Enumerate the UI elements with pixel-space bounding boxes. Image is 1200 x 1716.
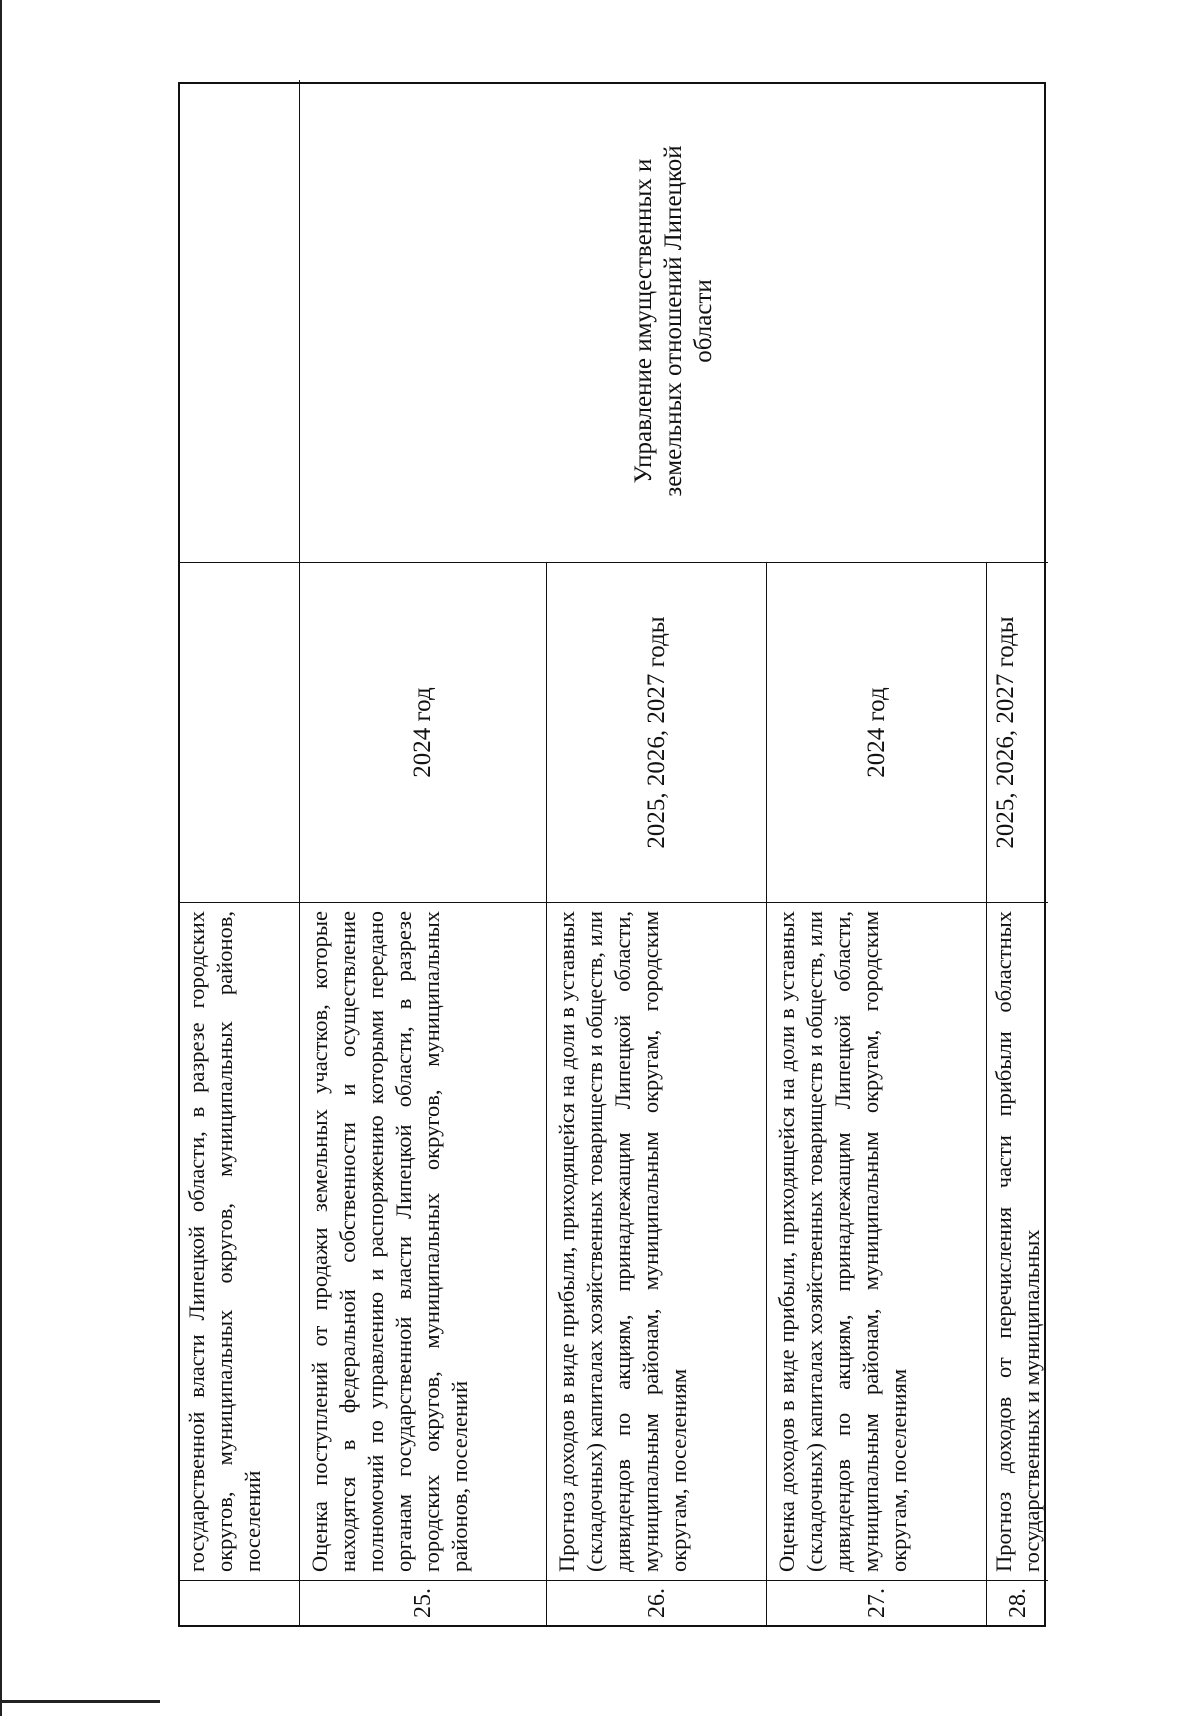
row-period: 2024 год bbox=[767, 562, 987, 902]
scan-edge-bottom bbox=[0, 1700, 160, 1703]
row-period: 2024 год bbox=[300, 562, 547, 902]
row-description: Прогноз доходов в виде прибыли, приходящейся на доли в уставных (складочных) капиталах хозяйственных товариществ и обществ, или дивидендов по акциям, принадлежащим Липецкой области, муниципальным районам, муниципальным округам, городским округам, поселениям bbox=[547, 902, 767, 1580]
row-description: государственной власти Липецкой области, в разрезе городских округов, муниципальных округов, муниципальных районов, поселений bbox=[180, 902, 300, 1580]
responsible-agency: Управление имущественных и земельных отношений Липецкой области bbox=[630, 145, 717, 497]
row-description: Оценка поступлений от продажи земельных участков, которые находятся в федеральной собственности и осуществление полномочий по управлению и распоряжению которыми передано органам государственной власти Липецкой области, в разрезе городских округов, муниципальных округов, муниципальных районов, поселений bbox=[300, 902, 547, 1580]
row-number: 26. bbox=[547, 1580, 767, 1625]
responsible-cell-top bbox=[180, 80, 300, 562]
scan-edge-left bbox=[0, 0, 2, 1716]
row-period bbox=[180, 562, 300, 902]
row-period: 2025, 2026, 2027 годы bbox=[987, 562, 1048, 902]
row-description: Оценка доходов в виде прибыли, приходящейся на доли в уставных (складочных) капиталах хозяйственных товариществ и обществ, или дивидендов по акциям, принадлежащим Липецкой области, муниципальным районам, муниципальным округам, городским округам, поселениям bbox=[767, 902, 987, 1580]
rotated-page bbox=[178, 82, 1046, 1627]
row-description: Прогноз доходов от перечисления части прибыли областных государственных и муниципальных bbox=[987, 902, 1048, 1580]
row-number bbox=[180, 1580, 300, 1625]
row-number: 25. bbox=[300, 1580, 547, 1625]
income-forecast-table bbox=[178, 82, 1046, 1627]
row-number: 28. bbox=[987, 1580, 1048, 1625]
row-period: 2025, 2026, 2027 годы bbox=[547, 562, 767, 902]
row-number: 27. bbox=[767, 1580, 987, 1625]
